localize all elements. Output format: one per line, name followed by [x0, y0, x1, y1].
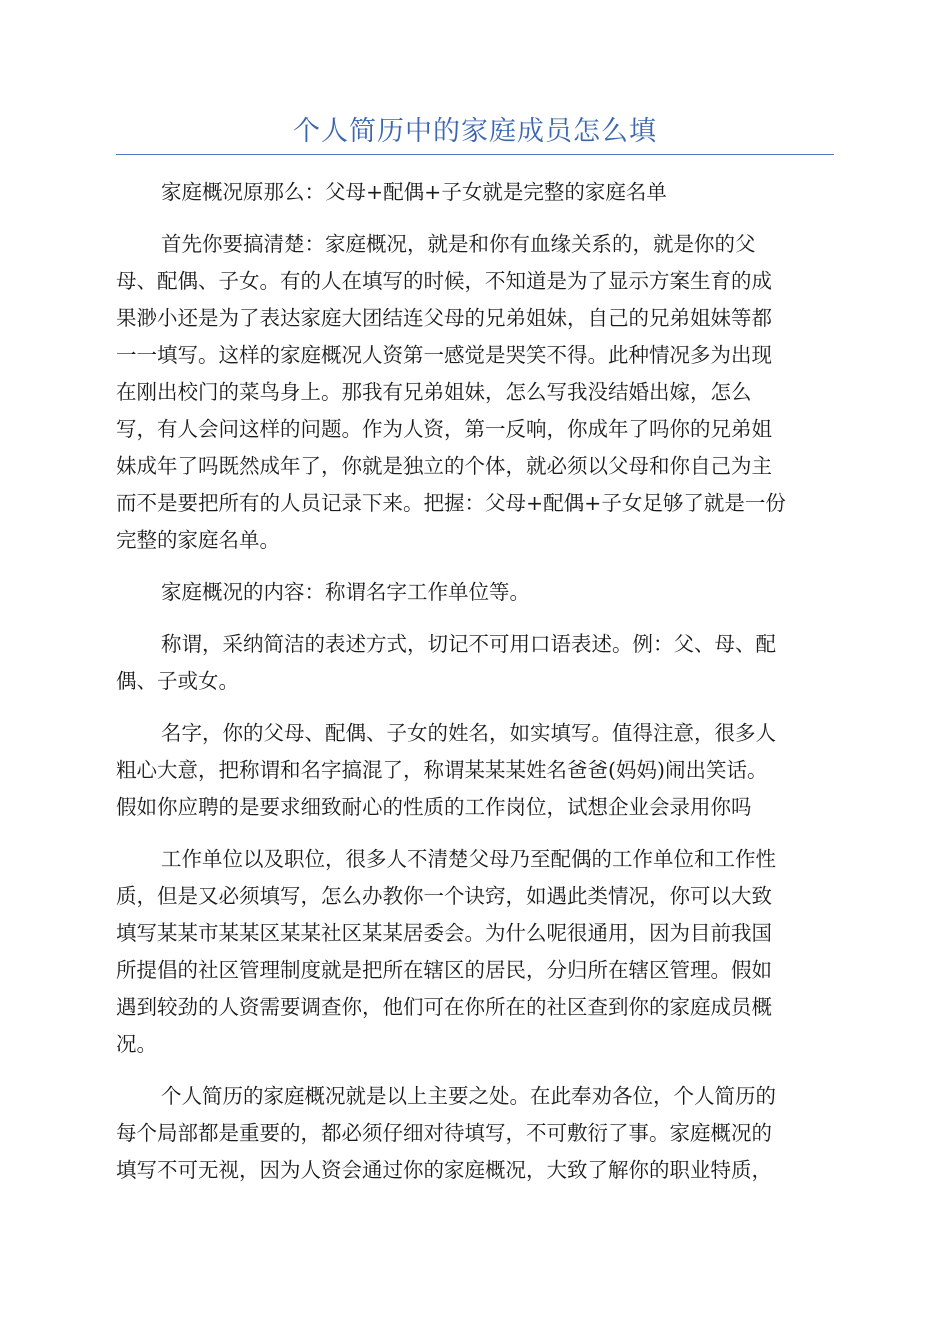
paragraph [116, 626, 834, 700]
paragraph-line: 妹成年了吗既然成年了，你就是独立的个体，就必须以父母和你自己为主 [116, 454, 772, 478]
paragraph-line: 每个局部都是重要的，都必须仔细对待填写，不可敷衍了事。家庭概况的 [116, 1121, 772, 1145]
paragraph [116, 174, 834, 211]
paragraph-line: 所提倡的社区管理制度就是把所在辖区的居民，分归所在辖区管理。假如 [116, 958, 772, 982]
paragraph-line: 填写某某市某某区某某社区某某居委会。为什么呢很通用，因为目前我国 [116, 921, 772, 945]
paragraph [116, 715, 834, 826]
paragraph-line: 假如你应聘的是要求细致耐心的性质的工作岗位，试想企业会录用你吗 [116, 795, 752, 819]
paragraph-line: 母、配偶、子女。有的人在填写的时候，不知道是为了显示方案生育的成 [116, 269, 772, 293]
paragraph [116, 841, 834, 1063]
paragraph-line: 粗心大意，把称谓和名字搞混了，称谓某某某姓名爸爸(妈妈)闹出笑话。 [116, 758, 768, 782]
paragraph-line: 家庭概况的内容：称谓名字工作单位等。 [161, 580, 530, 604]
paragraph [116, 574, 834, 611]
paragraph-line: 在刚出校门的菜鸟身上。那我有兄弟姐妹，怎么写我没结婚出嫁，怎么 [116, 380, 752, 404]
paragraph [116, 1078, 834, 1189]
paragraph-line: 家庭概况原那么：父母+配偶+子女就是完整的家庭名单 [161, 180, 667, 204]
paragraph-line: 首先你要搞清楚：家庭概况，就是和你有血缘关系的，就是你的父 [161, 232, 756, 256]
paragraph-line: 况。 [116, 1032, 157, 1056]
paragraph-line: 个人简历的家庭概况就是以上主要之处。在此奉劝各位，个人简历的 [161, 1084, 776, 1108]
paragraph [116, 226, 834, 559]
paragraph-line: 一一填写。这样的家庭概况人资第一感觉是哭笑不得。此种情况多为出现 [116, 343, 772, 367]
paragraph-line: 遇到较劲的人资需要调查你，他们可在你所在的社区查到你的家庭成员概 [116, 995, 772, 1019]
paragraph-line: 偶、子或女。 [116, 669, 239, 693]
title-underline [116, 154, 834, 155]
paragraph-line: 工作单位以及职位，很多人不清楚父母乃至配偶的工作单位和工作性 [161, 847, 776, 871]
document-body [116, 174, 834, 1204]
paragraph-line: 填写不可无视，因为人资会通过你的家庭概况，大致了解你的职业特质， [116, 1158, 772, 1182]
paragraph-line: 质，但是又必须填写，怎么办教你一个诀窍，如遇此类情况，你可以大致 [116, 884, 772, 908]
paragraph-line: 称谓，采纳简洁的表述方式，切记不可用口语表述。例：父、母、配 [161, 632, 776, 656]
document-title: 个人简历中的家庭成员怎么填 [293, 116, 657, 147]
paragraph-line: 写，有人会问这样的问题。作为人资，第一反响，你成年了吗你的兄弟姐 [116, 417, 772, 441]
paragraph-line: 名字，你的父母、配偶、子女的姓名，如实填写。值得注意，很多人 [161, 721, 776, 745]
paragraph-line: 而不是要把所有的人员记录下来。把握：父母+配偶+子女足够了就是一份 [116, 491, 786, 515]
paragraph-line: 完整的家庭名单。 [116, 528, 280, 552]
paragraph-line: 果渺小还是为了表达家庭大团结连父母的兄弟姐妹，自己的兄弟姐妹等都 [116, 306, 772, 330]
